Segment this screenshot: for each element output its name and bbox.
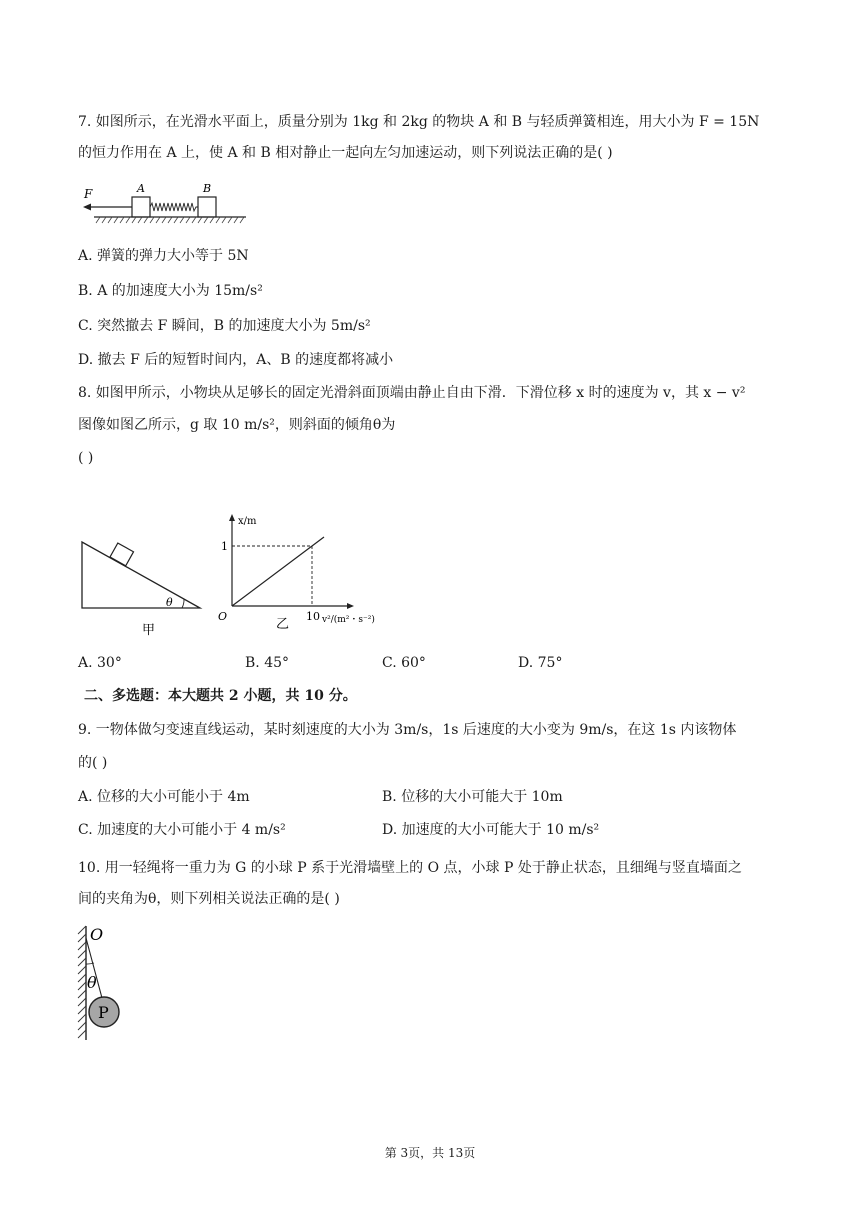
- page-number-footer: 第 3页，共 13页: [384, 1146, 476, 1160]
- q9-option-b: B. 位移的大小可能大于 10m: [382, 789, 563, 805]
- q8-yi-y-tick: 1: [221, 540, 228, 553]
- q10-stem-line2: 间的夹角为θ，则下列相关说法正确的是( ): [78, 891, 340, 907]
- q8-stem-line2: 图像如图乙所示，g 取 10 m/s²，则斜面的倾角θ为: [78, 417, 396, 433]
- q7-block-a-label: A: [137, 182, 145, 195]
- q7-block-a: [132, 197, 150, 217]
- q8-option-b: B. 45°: [245, 655, 290, 671]
- q8-option-a: A. 30°: [78, 655, 122, 671]
- q9-stem-line2: 的( ): [78, 755, 108, 771]
- q8-yi-y-axis-label: x/m: [238, 516, 257, 527]
- q7-spring: [150, 203, 198, 211]
- q8-option-d: D. 75°: [518, 655, 563, 671]
- q8-stem-line1: 8. 如图甲所示，小物块从足够长的固定光滑斜面顶端由静止自由下滑．下滑位移 x 时的速度为 v，其 x − v²: [78, 385, 746, 401]
- q8-figure-yi: [214, 512, 394, 632]
- q7-stem-line2: 的恒力作用在 A 上，使 A 和 B 相对静止一起向左匀加速运动，则下列说法正确的是( ): [78, 145, 613, 161]
- q8-jia-angle-label: θ: [166, 596, 173, 609]
- q8-yi-x-tick: 10: [306, 610, 320, 623]
- q9-stem-line1: 9. 一物体做匀变速直线运动，某时刻速度的大小为 3m/s，1s 后速度的大小变为 9m/s，在这 1s 内该物体: [78, 722, 737, 738]
- q8-yi-caption: 乙: [276, 617, 290, 632]
- q7-force-label: F: [84, 187, 93, 201]
- q7-option-d: D. 撤去 F 后的短暂时间内，A、B 的速度都将减小: [78, 352, 394, 368]
- q8-stem-line3: ( ): [78, 450, 94, 466]
- section-heading: 二、多选题：本大题共 2 小题，共 10 分。: [84, 688, 357, 704]
- q10-stem-line1: 10. 用一轻绳将一重力为 G 的小球 P 系于光滑墙壁上的 O 点，小球 P 处于静止状态，且细绳与竖直墙面之: [78, 860, 742, 876]
- q8-option-c: C. 60°: [382, 655, 426, 671]
- q10-point-o-label: O: [90, 925, 104, 944]
- q8-yi-origin-label: O: [218, 610, 228, 623]
- q8-figure-jia: [78, 530, 208, 640]
- q10-angle-label: θ: [87, 973, 97, 992]
- q7-figure: [78, 178, 258, 228]
- q7-option-a: A. 弹簧的弹力大小等于 5N: [78, 248, 249, 264]
- q7-stem-line1: 7. 如图所示，在光滑水平面上，质量分别为 1kg 和 2kg 的物块 A 和 B 与轻质弹簧相连，用大小为 F = 15N: [78, 114, 760, 130]
- q10-figure: [70, 920, 140, 1045]
- q8-yi-graph-line: [232, 537, 324, 606]
- incline-triangle: [82, 542, 200, 608]
- q8-yi-x-axis-label: v²/(m²・s⁻²): [322, 615, 375, 625]
- q7-option-c: C. 突然撤去 F 瞬间，B 的加速度大小为 5m/s²: [78, 318, 371, 334]
- q9-option-a: A. 位移的大小可能小于 4m: [78, 789, 250, 805]
- q7-block-b-label: B: [203, 182, 212, 195]
- q9-option-c: C. 加速度的大小可能小于 4 m/s²: [78, 822, 286, 838]
- q8-jia-caption: 甲: [142, 623, 156, 638]
- q7-option-b: B. A 的加速度大小为 15m/s²: [78, 283, 263, 299]
- q7-block-b: [198, 197, 216, 217]
- q9-option-d: D. 加速度的大小可能大于 10 m/s²: [382, 822, 600, 838]
- q10-ball-label: P: [98, 1003, 109, 1022]
